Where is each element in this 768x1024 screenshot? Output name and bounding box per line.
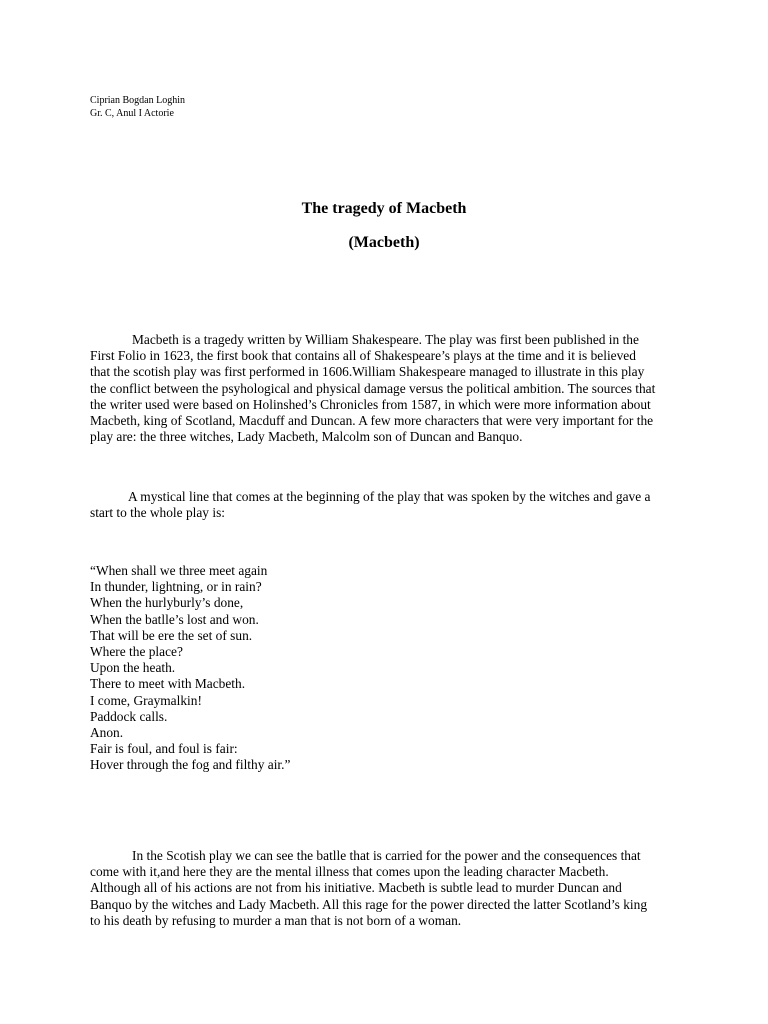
paragraph-line: the writer used were based on Holinshed’s Chronicles from 1587, in which were more information about xyxy=(90,396,651,412)
paragraph-line: Banquo by the witches and Lady Macbeth. All this rage for the power directed the latter Scotland’s king xyxy=(90,896,648,912)
poem-line: Upon the heath. xyxy=(90,660,176,676)
poem-line: Hover through the fog and filthy air.” xyxy=(90,757,291,773)
poem-line: “When shall we three meet again xyxy=(90,563,268,578)
poem-line: That will be ere the set of sun. xyxy=(90,627,253,643)
author-group: Gr. C, Anul I Actorie xyxy=(90,108,174,119)
paragraph-line: Although all of his actions are not from his initiative. Macbeth is subtle lead to murder Duncan and xyxy=(90,880,622,896)
witches-poem xyxy=(90,563,680,774)
poem-line: Fair is foul, and foul is fair: xyxy=(90,741,238,757)
paragraph-line: In the Scotish play we can see the batlle that is carried for the power and the consequences that xyxy=(132,848,641,863)
paragraph-line: Macbeth is a tragedy written by William Shakespeare. The play was first been published in the xyxy=(132,332,639,347)
document-subtitle: (Macbeth) xyxy=(348,234,420,251)
paragraph-line: Macbeth, king of Scotland, Macduff and Duncan. A few more characters that were very important for the xyxy=(90,413,654,429)
poem-line: Paddock calls. xyxy=(90,708,168,724)
paragraph-line: to his death by refusing to murder a man that is not born of a woman. xyxy=(90,912,462,928)
paragraph-line: the conflict between the psyhological and physical damage versus the political ambition. The sources that xyxy=(90,380,656,396)
poem-line: When the hurlyburly’s done, xyxy=(90,595,244,611)
poem-line: When the batlle’s lost and won. xyxy=(90,611,259,627)
poem-line: In thunder, lightning, or in rain? xyxy=(90,579,262,595)
paragraph-line: that the scotish play was first performed in 1606.William Shakespeare managed to illustrate in this play xyxy=(90,364,645,380)
author-block xyxy=(90,94,185,120)
paragraph-scotish-play xyxy=(90,848,680,929)
poem-line: Anon. xyxy=(90,725,124,741)
paragraph-intro xyxy=(90,332,680,445)
poem-line: Where the place? xyxy=(90,644,183,660)
paragraph-line: come with it,and here they are the mental illness that comes upon the leading character Macbeth. xyxy=(90,864,609,880)
paragraph-line: A mystical line that comes at the beginning of the play that was spoken by the witches and gave a xyxy=(128,489,651,504)
paragraph-mystical-line xyxy=(90,489,680,521)
author-name: Ciprian Bogdan Loghin xyxy=(90,95,185,106)
paragraph-line: play are: the three witches, Lady Macbeth, Malcolm son of Duncan and Banquo. xyxy=(90,429,523,445)
paragraph-line: First Folio in 1623, the first book that contains all of Shakespeare’s plays at the time and it is believed xyxy=(90,348,636,364)
poem-line: There to meet with Macbeth. xyxy=(90,676,246,692)
poem-line: I come, Graymalkin! xyxy=(90,692,202,708)
document-title: The tragedy of Macbeth xyxy=(301,200,467,217)
paragraph-line: start to the whole play is: xyxy=(90,505,225,521)
